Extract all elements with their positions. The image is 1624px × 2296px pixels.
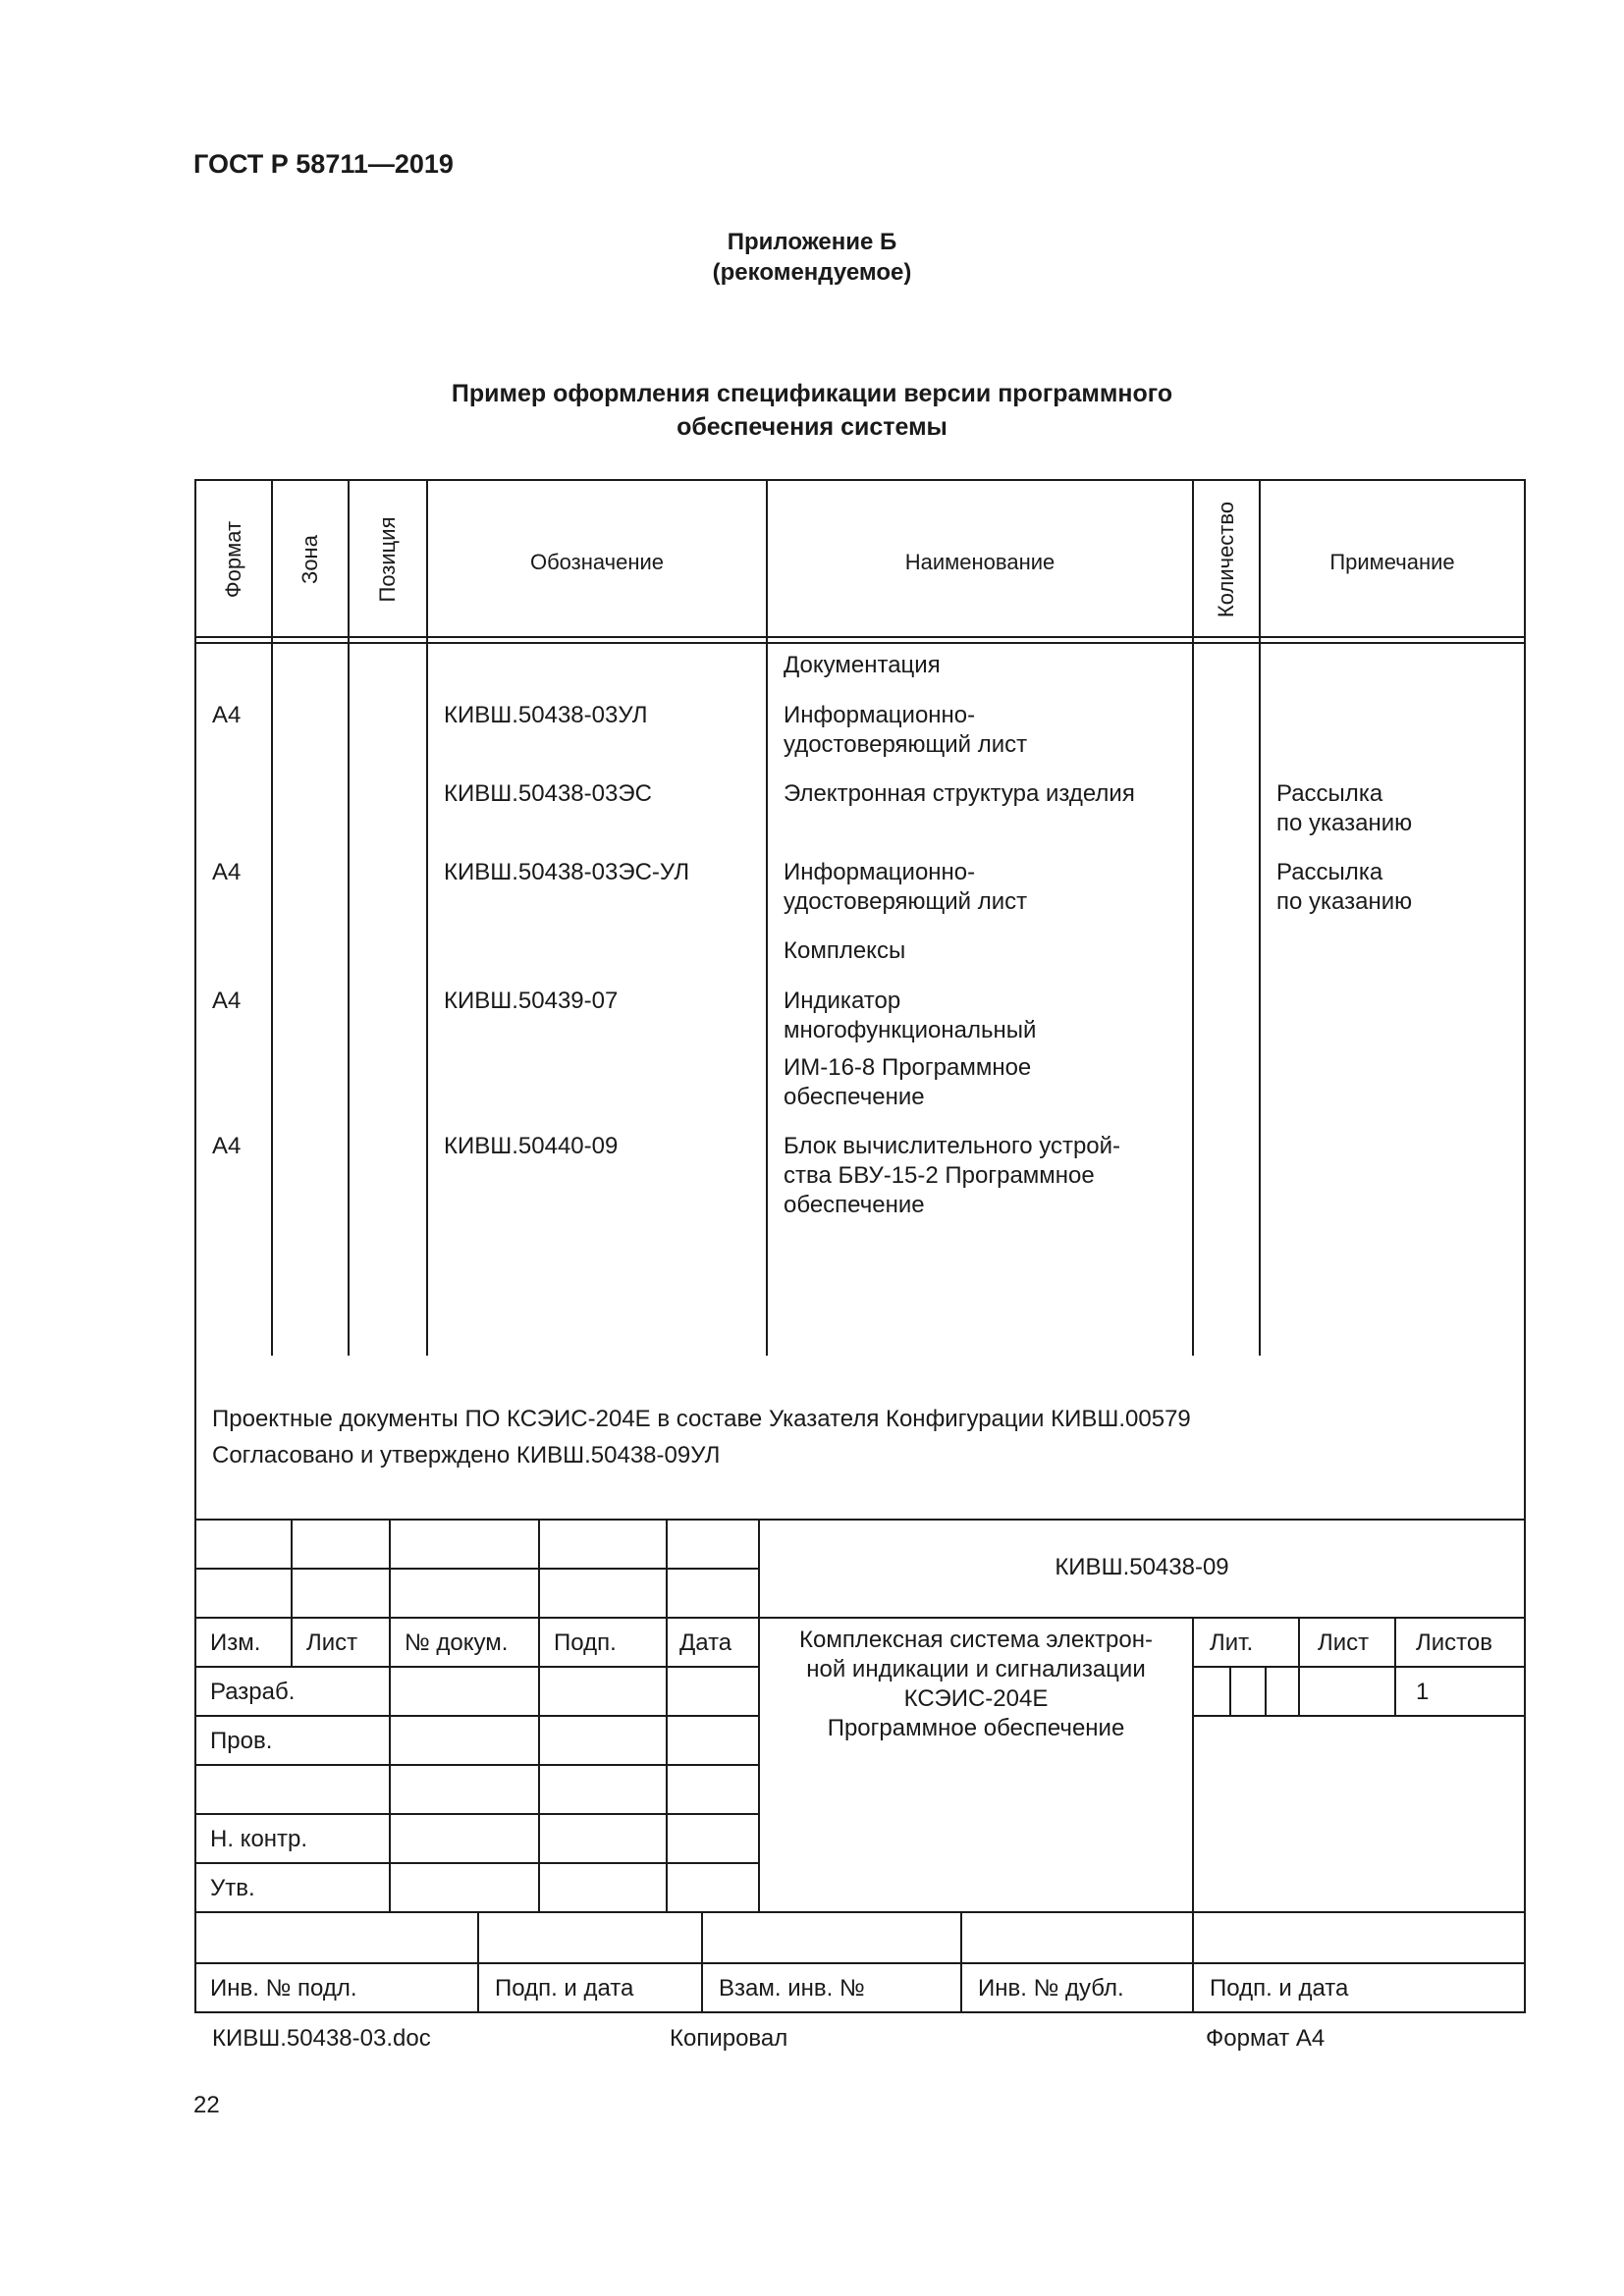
header-designation: Обозначение [529, 550, 665, 574]
row-name: Блок вычислительного устрой- ства БВУ-15-2 Программное обеспечение [784, 1133, 1121, 1218]
stamp-col-ndoc: № докум. [405, 1629, 509, 1656]
stamp-col-date: Дата [679, 1629, 732, 1656]
row-name: ИМ-16-8 Программное обеспечение [784, 1054, 1032, 1110]
note-line-2: Согласовано и утверждено КИВШ.50438-09УЛ [212, 1442, 721, 1468]
stamp-col-izm: Изм. [210, 1629, 261, 1656]
footer-format: Формат А4 [1206, 2025, 1326, 2052]
header-note: Примечание [1329, 550, 1455, 574]
standard-code: ГОСТ Р 58711—2019 [193, 149, 454, 179]
stamp-role-nkontr: Н. контр. [210, 1826, 308, 1852]
row-name: Комплексы [784, 937, 906, 964]
stamp-product-name: Комплексная система электрон- ной индикации и сигнализации КСЭИС-204Е Программное обеспечение [799, 1627, 1153, 1741]
vzam-inv-label: Взам. инв. № [719, 1975, 865, 2002]
row-designation: КИВШ.50439-07 [444, 988, 619, 1014]
stamp-role-utv: Утв. [210, 1875, 255, 1901]
stamp-col-podp: Подп. [554, 1629, 617, 1656]
header-name: Наименование [904, 550, 1056, 574]
row-note: Рассылка по указанию [1276, 859, 1413, 915]
row-designation: КИВШ.50440-09 [444, 1133, 619, 1159]
row-designation: КИВШ.50438-03УЛ [444, 702, 648, 728]
page-number: 22 [193, 2092, 220, 2118]
header-zone: Зона [298, 535, 322, 584]
header-format: Формат [221, 520, 245, 599]
podp-data-label-1: Подп. и дата [495, 1975, 634, 2002]
row-designation: КИВШ.50438-03ЭС-УЛ [444, 859, 690, 885]
stamp-sheet-label: Лист [1318, 1629, 1370, 1656]
footer-copied: Копировал [670, 2025, 788, 2052]
stamp-col-list: Лист [306, 1629, 358, 1656]
stamp-sheets-label: Листов [1416, 1629, 1492, 1656]
row-format: А4 [212, 859, 242, 885]
document-title-line-2: обеспечения системы [677, 413, 947, 441]
stamp-role-prov: Пров. [210, 1728, 273, 1754]
note-line-1: Проектные документы ПО КСЭИС-204Е в составе Указателя Конфигурации КИВШ.00579 [212, 1406, 1191, 1432]
row-note: Рассылка по указанию [1276, 780, 1413, 836]
stamp-role-razrab: Разраб. [210, 1679, 296, 1705]
inv-podl-label: Инв. № подл. [210, 1975, 357, 2002]
podp-data-label-2: Подп. и дата [1210, 1975, 1349, 2002]
stamp-designation: КИВШ.50438-09 [1055, 1554, 1229, 1580]
stamp-lit-label: Лит. [1210, 1629, 1254, 1656]
row-format: А4 [212, 702, 242, 728]
row-name: Информационно- удостоверяющий лист [784, 859, 1028, 915]
row-format: А4 [212, 1133, 242, 1159]
row-name: Электронная структура изделия [784, 780, 1135, 807]
header-quantity: Количество [1214, 501, 1238, 618]
row-designation: КИВШ.50438-03ЭС [444, 780, 652, 807]
header-position: Позиция [375, 516, 400, 603]
row-name: Индикатор многофункциональный [784, 988, 1037, 1043]
row-format: А4 [212, 988, 242, 1014]
document-title-line-1: Пример оформления спецификации версии программного [451, 380, 1173, 407]
row-name: Документация [784, 652, 941, 678]
row-name: Информационно- удостоверяющий лист [784, 702, 1028, 758]
inv-dubl-label: Инв. № дубл. [978, 1975, 1124, 2002]
footer-file: КИВШ.50438-03.doc [212, 2025, 431, 2052]
appendix-subtitle: (рекомендуемое) [712, 259, 912, 286]
appendix-title: Приложение Б [727, 229, 897, 255]
stamp-sheets-value: 1 [1416, 1679, 1430, 1705]
